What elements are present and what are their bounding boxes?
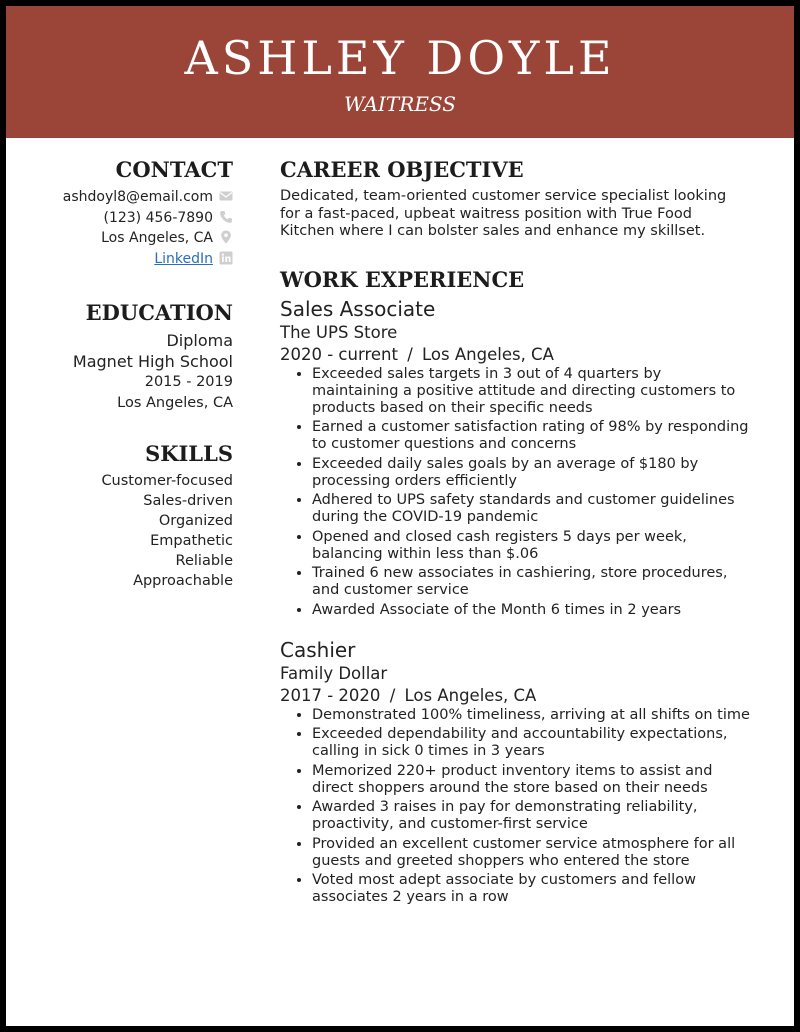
resume-page (6, 6, 794, 1026)
objective-heading: CAREER OBJECTIVE (280, 157, 524, 182)
linkedin-line (26, 249, 233, 270)
job-entry (280, 637, 750, 907)
phone-line (26, 208, 233, 229)
job-title: Cashier (280, 637, 356, 662)
bullet-item: • Earned a customer satisfaction rating of 98% by responding to customer questions and concerns (312, 419, 750, 453)
bullet-item: • Exceeded dependability and accountability expectations, calling in sick 0 times in 3 years (312, 726, 750, 760)
experience-heading: WORK EXPERIENCE (280, 266, 525, 292)
bullet-item: • Awarded Associate of the Month 6 times in 2 years (312, 602, 750, 619)
bullet-item: • Provided an excellent customer service atmosphere for all guests and greeted shoppers who entered the store (312, 836, 750, 870)
bullet-item: • Exceeded daily sales goals by an average of $180 by processing orders efficiently (312, 456, 750, 490)
bullet-item: • Awarded 3 raises in pay for demonstrating reliability, proactivity, and customer-first service (312, 799, 750, 833)
objective-text: Dedicated, team-oriented customer service specialist looking for a fast-paced, upbeat waitress position with True Food Kitchen where I can bolster sales and enhance my skillset. (280, 188, 727, 239)
candidate-title: WAITRESS (344, 92, 456, 116)
linkedin-icon (219, 251, 233, 265)
education-years: 2015 - 2019 (144, 374, 233, 390)
phone-icon (219, 210, 233, 224)
bullet-item: • Adhered to UPS safety standards and customer guidelines during the COVID-19 pandemic (312, 492, 750, 526)
degree: Diploma (166, 331, 233, 350)
location-line (26, 228, 233, 249)
linkedin-link[interactable]: LinkedIn (154, 250, 213, 267)
bullet-item: • Opened and closed cash registers 5 days per week, balancing within less than $.06 (312, 529, 750, 563)
date-separator: / (389, 685, 396, 705)
education-section (26, 299, 233, 413)
job-date-location (280, 344, 750, 366)
email-line (26, 187, 233, 208)
job-location: Los Angeles, CA (422, 344, 554, 364)
skills-section (26, 440, 233, 591)
date-separator: / (407, 344, 413, 364)
right-column (280, 156, 750, 909)
job-title: Sales Associate (280, 296, 436, 321)
candidate-name: ASHLEY DOYLE (184, 31, 616, 85)
job-dates: 2020 - current (280, 344, 398, 364)
bullet-item: • Trained 6 new associates in cashiering, store procedures, and customer service (312, 565, 750, 599)
skills-heading: SKILLS (145, 441, 233, 466)
bullet-item: • Exceeded sales targets in 3 out of 4 quarters by maintaining a positive attitude and directing customers to products based on their specific needs (312, 366, 750, 417)
skill-item: Organized (158, 513, 233, 529)
bullet-item: • Voted most adept associate by customers and fellow associates 2 years in a row (312, 872, 750, 906)
objective-section (280, 156, 750, 241)
contact-heading: CONTACT (115, 157, 233, 182)
left-column (26, 156, 233, 591)
location-text: Los Angeles, CA (101, 230, 213, 246)
company-name: The UPS Store (280, 322, 398, 342)
skill-item: Sales-driven (143, 493, 233, 509)
experience-section (280, 266, 750, 907)
contact-section (26, 156, 233, 269)
job-location: Los Angeles, CA (404, 685, 537, 705)
job-dates: 2017 - 2020 (280, 685, 381, 705)
school-name: Magnet High School (72, 352, 233, 371)
email-text: ashdoyl8@email.com (62, 189, 213, 205)
bullet-item: • Demonstrated 100% timeliness, arriving at all shifts on time (312, 707, 750, 724)
map-pin-icon (219, 230, 233, 244)
skill-item: Customer-focused (101, 473, 233, 489)
education-heading: EDUCATION (85, 300, 233, 325)
skill-item: Reliable (175, 553, 233, 569)
phone-text: (123) 456-7890 (103, 209, 213, 226)
skill-item: Empathetic (150, 533, 233, 549)
skill-item: Approachable (133, 573, 233, 589)
job-entry (280, 296, 750, 619)
job-bullets (280, 366, 750, 619)
envelope-icon (219, 189, 233, 203)
education-location: Los Angeles, CA (117, 394, 233, 411)
job-date-location (280, 685, 750, 707)
bullet-item: • Memorized 220+ product inventory items to assist and direct shoppers around the store based on their needs (312, 763, 750, 797)
company-name: Family Dollar (280, 663, 388, 683)
header-band (6, 6, 794, 138)
job-bullets (280, 707, 750, 907)
